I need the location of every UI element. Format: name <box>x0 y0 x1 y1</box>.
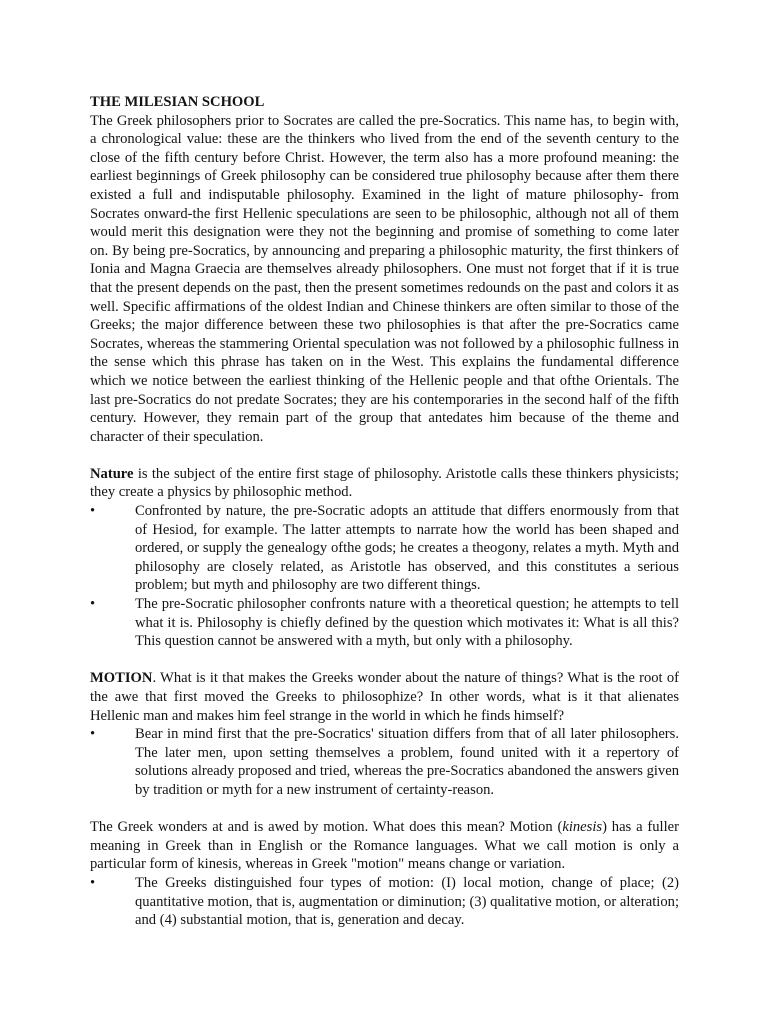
section-milesian-school <box>90 93 679 446</box>
paragraph-gap <box>90 800 679 819</box>
paragraph-gap <box>90 651 679 670</box>
paragraph-gap <box>90 446 679 465</box>
kinesis-text-after: ) has a fuller meaning in Greek than in English or the Romance languages. What we call motion is only a particular form of kinesis, whereas in Greek "motion" means change or variation. <box>90 819 679 873</box>
bullet-text: Bear in mind first that the pre-Socratics' situation differs from that of all later philosophers. The later men, upon setting themselves a problem, found united with it a repertory of solutions already proposed and tried, whereas the pre-Socratics abandoned the answers given by tradition or myth for a new instrument of certainty-reason. <box>135 726 679 798</box>
kinesis-italic-term: kinesis <box>562 819 603 836</box>
document-page <box>90 93 679 930</box>
nature-bullet-list <box>90 502 679 651</box>
bullet-icon: • <box>90 726 96 743</box>
motion-lead-term: MOTION <box>90 670 153 687</box>
kinesis-paragraph <box>90 818 679 874</box>
bullet-text: The Greeks distinguished four types of motion: (I) local motion, change of place; (2) quantitative motion, that is, augmentation or diminution; (3) qualitative motion, or alteration; and (4) substantial motion, that is, generation and decay. <box>135 874 679 929</box>
list-item <box>90 595 679 651</box>
list-item <box>90 874 679 930</box>
section-kinesis <box>90 818 679 930</box>
list-item <box>90 725 679 799</box>
nature-text: is the subject of the entire first stage of philosophy. Aristotle calls these thinkers physicists; they create a physics by philosophic method. <box>90 465 679 501</box>
bullet-icon: • <box>90 596 96 613</box>
motion-text: . What is it that makes the Greeks wonder about the nature of things? What is the root of the awe that first moved the Greeks to philosophize? In other words, what is it that alienates Hellenic man and makes him feel strange in the world in which he finds himself? <box>90 670 679 724</box>
list-item <box>90 502 679 595</box>
section-nature <box>90 465 679 651</box>
motion-paragraph <box>90 669 679 725</box>
bullet-text: The pre-Socratic philosopher confronts nature with a theoretical question; he attempts to tell what it is. Philosophy is chiefly defined by the question which motivates it: What is all this? This question cannot be answered with a myth, but only with a philosophy. <box>135 596 679 650</box>
bullet-icon: • <box>90 503 96 520</box>
intro-paragraph: The Greek philosophers prior to Socrates are called the pre-Socratics. This name has, to begin with, a chronological value: these are the thinkers who lived from the end of the seventh century to the close of the fifth century before Christ. However, the term also has a more profound meaning: the earliest beginnings of Greek philosophy can be considered true philosophy because after them there existed a full and indisputable philosophy. Examined in the light of mature philosophy- from Socrates onward-the first Hellenic speculations are seen to be philosophic, although not all of them would merit this designation were they not the beginning and promise of something to come later on. By being pre-Socratics, by announcing and preparing a philosophic maturity, the first thinkers of Ionia and Magna Graecia are themselves already philosophers. One must not forget that if it is true that the present depends on the past, then the present sometimes redounds on the past and colors it as well. Specific affirmations of the oldest Indian and Chinese thinkers are often similar to those of the Greeks; the major difference between these two philosophies is that after the pre-Socratics came Socrates, whereas the stammering Oriental speculation was not followed by a philosophic fullness in the sense which this phrase has taken on in the West. This explains the fundamental difference which we notice between the earliest thinking of the Hellenic people and that ofthe Orientals. The last pre-Socratics do not predate Socrates; they are his contemporaries in the second half of the fifth century. However, they remain part of the group that antedates him because of the theme and character of their speculation. <box>90 112 679 445</box>
bullet-icon: • <box>90 874 96 891</box>
bullet-text: Confronted by nature, the pre-Socratic adopts an attitude that differs enormously from that of Hesiod, for example. The latter attempts to narrate how the world has been shaped and ordered, or supply the genealogy ofthe gods; he creates a theogony, relates a myth. Myth and philosophy are closely related, as Aristotle has observed, and this constitutes a serious problem; but myth and philosophy are two different things. <box>135 503 679 594</box>
section-heading: THE MILESIAN SCHOOL <box>90 94 265 110</box>
kinesis-text-before: The Greek wonders at and is awed by motion. What does this mean? Motion ( <box>90 819 563 836</box>
nature-lead-term: Nature <box>90 465 134 482</box>
motion-bullet-list <box>90 725 679 799</box>
section-motion <box>90 669 679 799</box>
kinesis-bullet-list <box>90 874 679 930</box>
nature-paragraph <box>90 465 679 502</box>
